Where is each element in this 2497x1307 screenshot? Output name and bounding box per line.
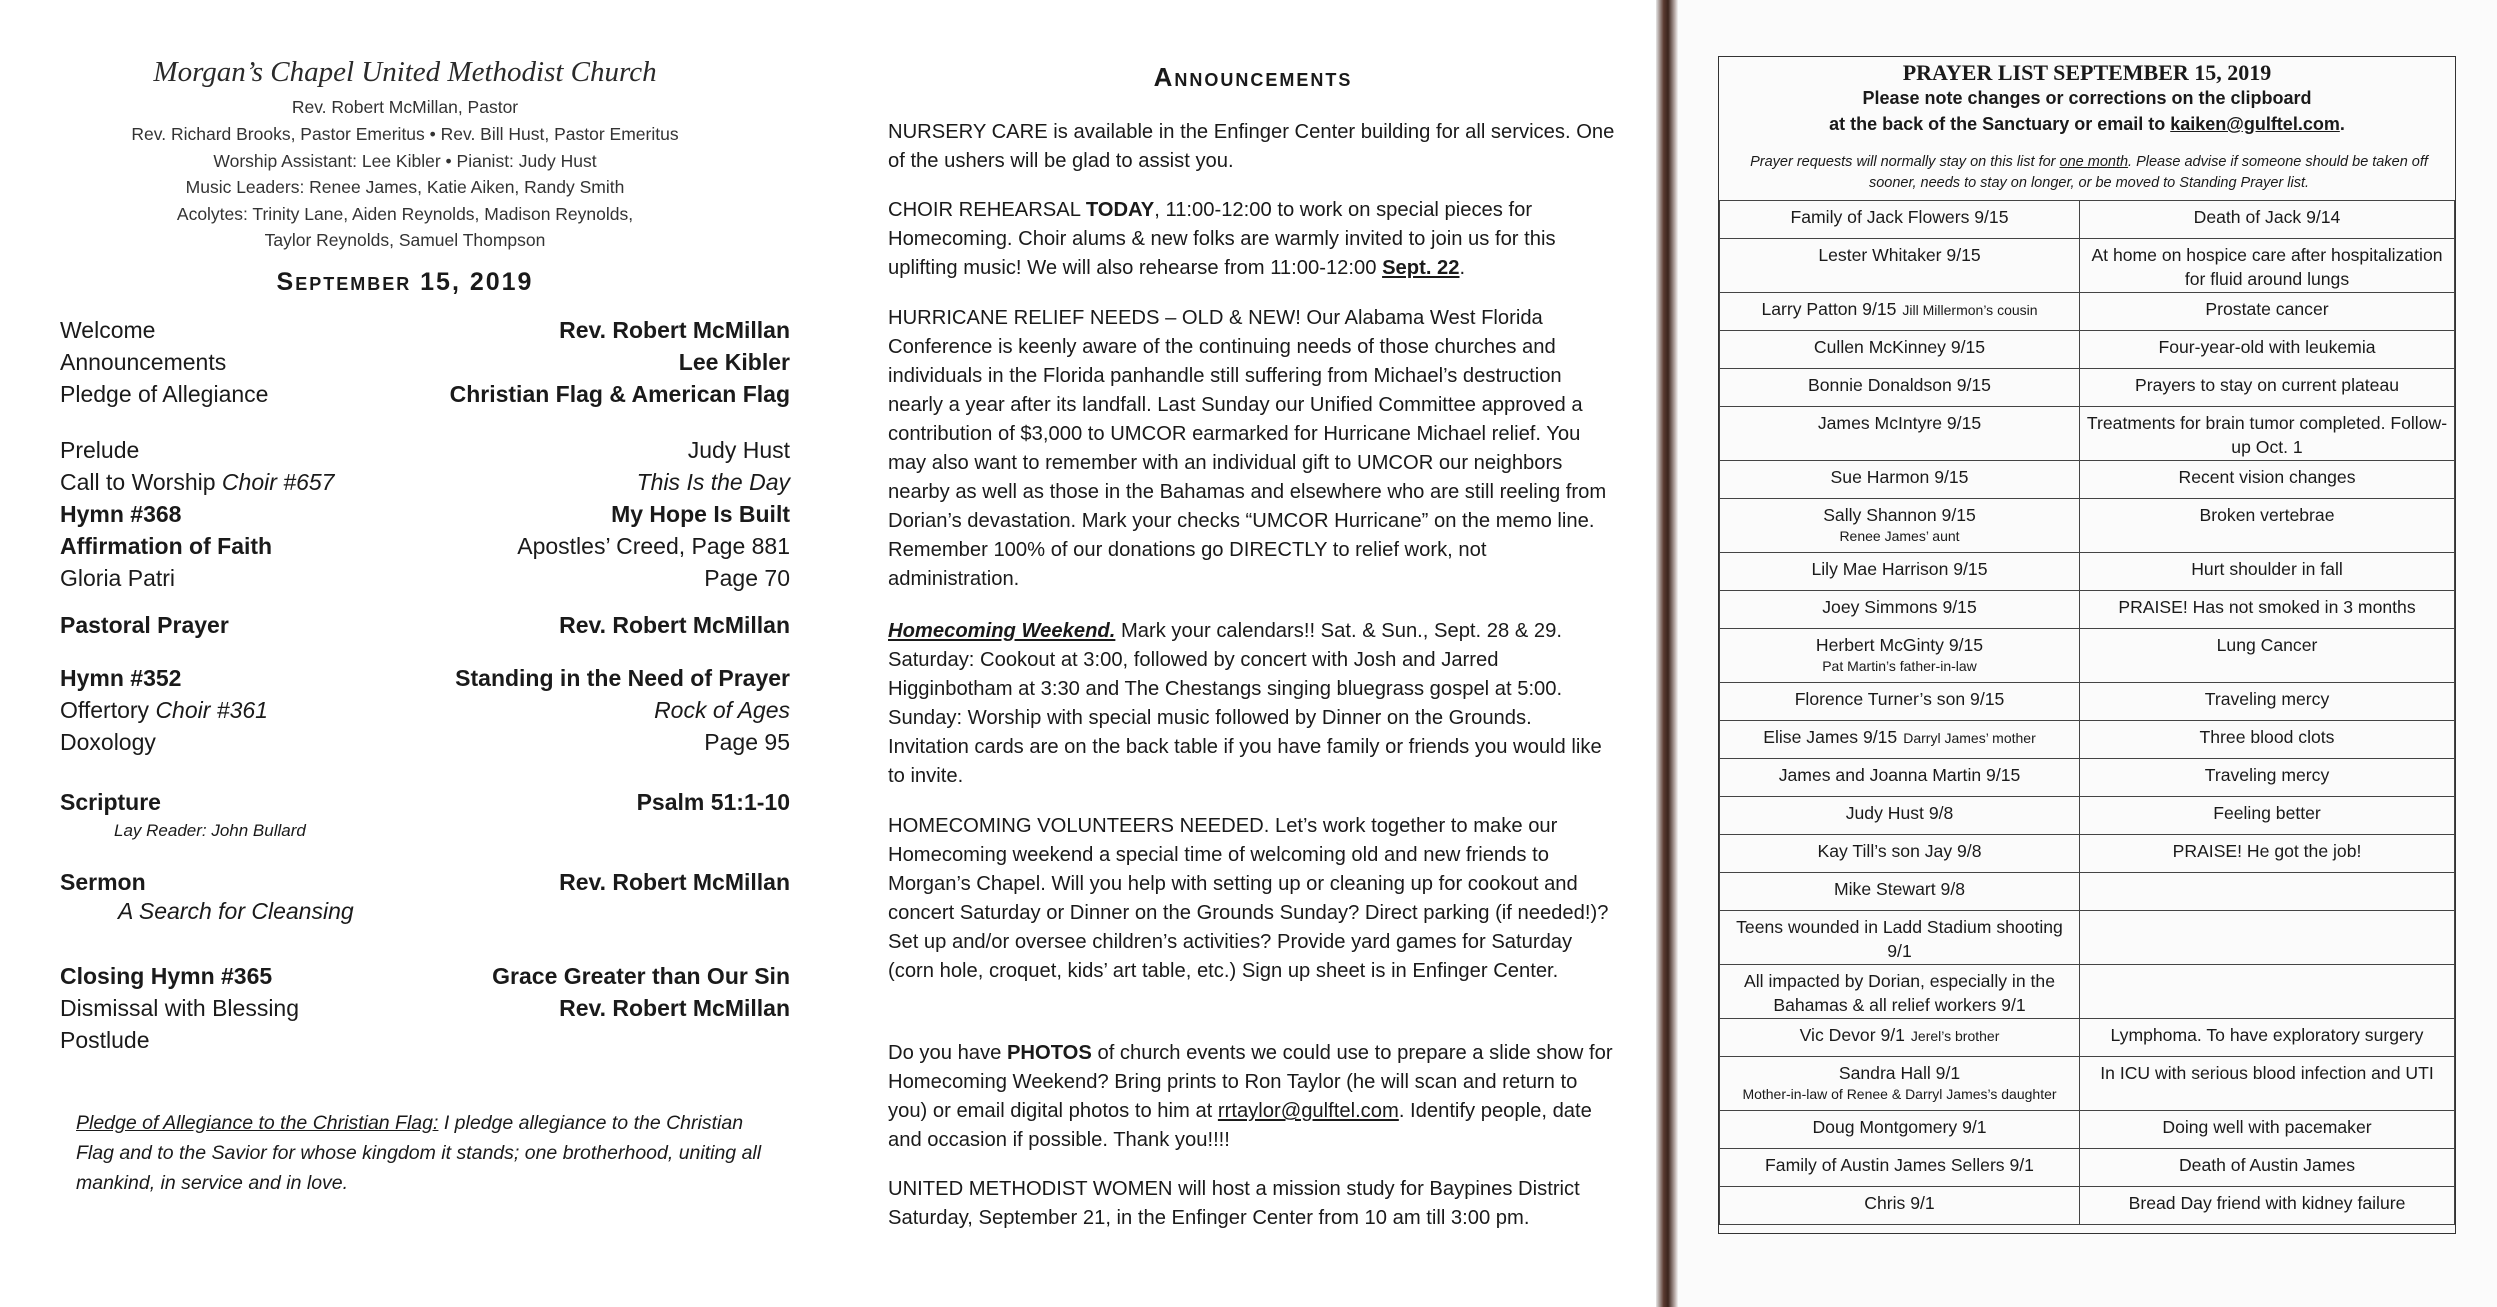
prayer-list-title: PRAYER LIST SEPTEMBER 15, 2019 <box>1902 60 2272 85</box>
table-row <box>1720 683 2455 721</box>
prayer-name: Family of Austin James Sellers 9/1 <box>1765 1155 2034 1175</box>
item-text: Call to Worship <box>60 469 216 495</box>
homecoming-text: Mark your calendars!! Sat. & Sun., Sept. 28 & 29. Saturday: Cookout at 3:00, followed by concert with Josh and Jarred Higginbotham at 3:30 and The Chestangs singing bluegrass gospel at 5:00. Sunday: Worship with special music followed by Dinner on the Grounds. Invitation cards are on the back table if you have family or friends you would like to invite. <box>888 620 1602 787</box>
service-item-leader: Judy Hust <box>687 437 790 463</box>
service-item-leader: Apostles’ Creed, Page 881 <box>517 533 790 559</box>
prayer-relation: Pat Martin’s father-in-law <box>1822 658 1977 674</box>
prayer-name: Lily Mae Harrison 9/15 <box>1811 559 1988 579</box>
prayer-name: Lester Whitaker 9/15 <box>1818 245 1981 265</box>
prayer-list-instructions: Please note changes or corrections on the clipboard <box>1862 88 2312 108</box>
table-row <box>1720 759 2455 797</box>
prayer-name-cell <box>1720 1111 2080 1149</box>
prayer-relation: Mother-in-law of Renee & Darryl James’s daughter <box>1742 1086 2057 1102</box>
page-fold <box>1656 0 1678 1307</box>
prayer-name: Herbert McGinty 9/15 <box>1815 635 1984 655</box>
service-item-leader: My Hope Is Built <box>611 501 790 527</box>
umw-announcement <box>888 1175 1618 1233</box>
table-row <box>1720 797 2455 835</box>
table-row <box>1720 553 2455 591</box>
acolytes-credit: Acolytes: Trinity Lane, Aiden Reynolds, Madison Reynolds, <box>176 204 634 224</box>
umw-text: UNITED METHODIST WOMEN will host a mission study for Baypines District Saturday, September 21, in the Enfinger Center from 10 am till 3:00 pm. <box>888 1178 1580 1229</box>
prayer-name-cell <box>1720 1057 2080 1111</box>
service-item-label: Hymn #368 <box>60 501 182 527</box>
prayer-name: Florence Turner’s son 9/15 <box>1794 689 2005 709</box>
prayer-request-cell: PRAISE! Has not smoked in 3 months <box>2080 591 2455 629</box>
prayer-name-cell <box>1720 965 2080 1019</box>
prayer-name-cell <box>1720 591 2080 629</box>
item-choir-ref: Choir #361 <box>155 697 268 723</box>
prayer-request-cell: Lymphoma. To have exploratory surgery <box>2080 1019 2455 1057</box>
service-item-label: Closing Hymn #365 <box>60 963 273 989</box>
homecoming-announcement <box>888 617 1618 791</box>
table-row <box>1720 407 2455 461</box>
table-row <box>1720 239 2455 293</box>
prayer-list-note <box>1734 152 2444 194</box>
prayer-request-cell: Broken vertebrae <box>2080 499 2455 553</box>
table-row <box>1720 591 2455 629</box>
prayer-request-cell: In ICU with serious blood infection and UTI <box>2080 1057 2455 1111</box>
prayer-email-link[interactable]: kaiken@gulftel.com <box>2170 114 2340 134</box>
prayer-name-cell <box>1720 683 2080 721</box>
email-text: at the back of the Sanctuary or email to <box>1829 114 2171 134</box>
choir-end: . <box>1459 257 1466 279</box>
prayer-relation: Renee James’ aunt <box>1839 528 1960 544</box>
homecoming-heading: Homecoming Weekend. <box>888 620 1116 642</box>
note-duration: one month <box>2059 154 2129 170</box>
service-item-leader: Rock of Ages <box>654 697 790 723</box>
volunteers-announcement <box>888 812 1618 986</box>
prayer-name: Larry Patton 9/15 <box>1761 299 1897 319</box>
service-item-label: Prelude <box>60 437 140 463</box>
prayer-name-cell <box>1720 293 2080 331</box>
prayer-request-cell: Three blood clots <box>2080 721 2455 759</box>
table-row <box>1720 331 2455 369</box>
prayer-name-cell <box>1720 911 2080 965</box>
table-row <box>1720 873 2455 911</box>
service-item-label: Welcome <box>60 317 156 343</box>
prayer-name: Elise James 9/15 <box>1763 727 1898 747</box>
choir-announcement <box>888 196 1618 283</box>
hurricane-text: HURRICANE RELIEF NEEDS – OLD & NEW! Our Alabama West Florida Conference is keenly aware of the continuing needs of those churches and individuals in the Florida panhandle still suffering from Michael’s destruction nearly a year after its landfall. Last Sunday our Unified Committee approved a contribution of $3,000 to UMCOR earmarked for Hurricane Michael relief. You may also want to remember with an individual gift to UMCOR our neighbors nearby as well as those in the Bahamas and elsewhere who are still reeling from Dorian’s devastation. Mark your checks “UMCOR Hurricane” on the memo line. Remember 100% of our donations go DIRECTLY to relief work, not administration. <box>888 307 1607 590</box>
music-leaders-credit: Music Leaders: Renee James, Katie Aiken, Randy Smith <box>185 177 625 197</box>
prayer-request-cell: Traveling mercy <box>2080 759 2455 797</box>
prayer-name: James and Joanna Martin 9/15 <box>1778 765 2021 785</box>
prayer-request-cell <box>2080 911 2455 965</box>
hurricane-announcement <box>888 304 1618 594</box>
note-text-cont: . Please advise if someone should be taken off sooner, needs to stay on longer, or be moved to Standing Prayer list. <box>1868 154 2428 191</box>
service-item-label: Hymn #352 <box>60 665 182 691</box>
photos-text-end: . Identify people, date and occasion if possible. Thank you!!!! <box>888 1100 1592 1151</box>
prayer-list-table <box>1719 200 2455 1225</box>
prayer-name-cell <box>1720 553 2080 591</box>
service-item-leader: Rev. Robert McMillan <box>559 869 790 895</box>
service-item-label: Pledge of Allegiance <box>60 381 269 407</box>
prayer-name-cell <box>1720 1187 2080 1225</box>
nursery-announcement <box>888 118 1618 176</box>
table-row <box>1720 201 2455 239</box>
table-row <box>1720 1187 2455 1225</box>
prayer-name: Bonnie Donaldson 9/15 <box>1808 375 1991 395</box>
prayer-request-cell: Feeling better <box>2080 797 2455 835</box>
table-row <box>1720 835 2455 873</box>
acolytes-credit-cont: Taylor Reynolds, Samuel Thompson <box>264 230 546 250</box>
prayer-name-cell <box>1720 1019 2080 1057</box>
prayer-name: Cullen McKinney 9/15 <box>1813 337 1986 357</box>
prayer-name: Judy Hust 9/8 <box>1845 803 1954 823</box>
prayer-name-cell <box>1720 331 2080 369</box>
prayer-request-cell: Four-year-old with leukemia <box>2080 331 2455 369</box>
prayer-request-cell: Prostate cancer <box>2080 293 2455 331</box>
prayer-name: Joey Simmons 9/15 <box>1822 597 1977 617</box>
order-of-worship-panel <box>0 0 850 1307</box>
service-item-leader: Page 70 <box>704 565 790 591</box>
prayer-name: Family of Jack Flowers 9/15 <box>1790 207 2009 227</box>
prayer-name-cell <box>1720 369 2080 407</box>
prayer-name-cell <box>1720 239 2080 293</box>
prayer-name-cell <box>1720 721 2080 759</box>
prayer-request-cell <box>2080 873 2455 911</box>
sermon-title: A Search for Cleansing <box>118 898 354 924</box>
table-row <box>1720 1057 2455 1111</box>
service-item-label: Dismissal with Blessing <box>60 995 300 1021</box>
service-item-label: Scripture <box>60 789 161 815</box>
prayer-request-cell: Prayers to stay on current plateau <box>2080 369 2455 407</box>
service-item-label <box>60 466 334 498</box>
prayer-name: Sue Harmon 9/15 <box>1830 467 1969 487</box>
table-row <box>1720 1149 2455 1187</box>
service-item-label: Pastoral Prayer <box>60 612 229 638</box>
prayer-name: Doug Montgomery 9/1 <box>1812 1117 1987 1137</box>
worship-assistant-credit: Worship Assistant: Lee Kibler • Pianist: Judy Hust <box>213 151 597 171</box>
prayer-name-cell <box>1720 499 2080 553</box>
table-row <box>1720 1111 2455 1149</box>
photos-announcement <box>888 1039 1618 1155</box>
pledge-heading: Pledge of Allegiance to the Christian Flag: <box>76 1112 439 1134</box>
table-row <box>1720 1019 2455 1057</box>
service-item-leader: Rev. Robert McMillan <box>559 612 790 638</box>
service-item-label: Affirmation of Faith <box>60 533 273 559</box>
table-row <box>1720 721 2455 759</box>
table-row <box>1720 965 2455 1019</box>
prayer-request-cell: Doing well with pacemaker <box>2080 1111 2455 1149</box>
prayer-name-cell <box>1720 201 2080 239</box>
prayer-name: Sandra Hall 9/1 <box>1838 1063 1961 1083</box>
prayer-list-email-line <box>1718 114 2456 135</box>
prayer-name: Sally Shannon 9/15 <box>1823 505 1976 525</box>
service-date: September 15, 2019 <box>276 268 534 296</box>
pastor-credit: Rev. Robert McMillan, Pastor <box>291 97 519 117</box>
photos-text-cont: of church events we could use to prepare a slide show for Homecoming Weekend? Bring prints to Ron Taylor (he will scan and return to you) or email digital photos to him at <box>888 1042 1613 1122</box>
prayer-name: Vic Devor 9/1 <box>1799 1025 1905 1045</box>
photos-email-link[interactable]: rrtaylor@gulftel.com <box>1217 1100 1399 1122</box>
photos-text: Do you have <box>888 1042 1007 1064</box>
table-row <box>1720 293 2455 331</box>
prayer-name: Mike Stewart 9/8 <box>1833 879 1966 899</box>
prayer-name-cell <box>1720 873 2080 911</box>
prayer-request-cell: Treatments for brain tumor completed. Follow-up Oct. 1 <box>2080 407 2455 461</box>
prayer-relation: Jill Millermon’s cousin <box>1902 302 2038 318</box>
choir-text-cont: , 11:00-12:00 to work on special pieces for Homecoming. Choir alums & new folks are warmly invited to join us for this uplifting music! We will also rehearse from 11:00-12:00 <box>888 199 1556 279</box>
service-item-leader: Page 95 <box>704 729 790 755</box>
prayer-name-cell <box>1720 629 2080 683</box>
service-item-label: Sermon <box>60 869 146 895</box>
service-item-leader: This Is the Day <box>636 469 790 495</box>
table-row <box>1720 499 2455 553</box>
prayer-name: Chris 9/1 <box>1864 1193 1935 1213</box>
announcements-panel <box>850 0 1656 1307</box>
service-item-label: Doxology <box>60 729 156 755</box>
email-text-end: . <box>2339 114 2345 134</box>
service-item-leader: Standing in the Need of Prayer <box>455 665 790 691</box>
prayer-name-cell <box>1720 461 2080 499</box>
prayer-request-cell: PRAISE! He got the job! <box>2080 835 2455 873</box>
prayer-request-cell: Traveling mercy <box>2080 683 2455 721</box>
pledge-text: I pledge allegiance to the Christian Flag and to the Savior for whose kingdom it stands; one brotherhood, uniting all mankind, in service and in love. <box>76 1112 762 1194</box>
prayer-name-cell <box>1720 835 2080 873</box>
choir-text: CHOIR REHEARSAL <box>888 199 1086 221</box>
service-item-label: Gloria Patri <box>60 565 176 591</box>
prayer-name-cell <box>1720 797 2080 835</box>
service-item-label: Announcements <box>60 349 227 375</box>
prayer-name: Kay Till’s son Jay 9/8 <box>1817 841 1982 861</box>
prayer-request-cell: Death of Austin James <box>2080 1149 2455 1187</box>
prayer-name: James McIntyre 9/15 <box>1817 413 1982 433</box>
photos-bold: PHOTOS <box>1006 1042 1092 1064</box>
item-text: Offertory <box>60 697 150 723</box>
church-name: Morgan’s Chapel United Methodist Church <box>153 56 657 88</box>
item-choir-ref: Choir #657 <box>221 469 335 495</box>
service-item-leader: Psalm 51:1-10 <box>636 789 790 815</box>
prayer-name: Teens wounded in Ladd Stadium shooting 9/1 <box>1736 917 2063 961</box>
service-item-label <box>60 694 268 726</box>
table-row <box>1720 629 2455 683</box>
lay-reader: Lay Reader: John Bullard <box>114 821 306 840</box>
service-item-leader: Rev. Robert McMillan <box>559 995 790 1021</box>
choir-date: Sept. 22 <box>1382 257 1460 279</box>
prayer-request-cell: Bread Day friend with kidney failure <box>2080 1187 2455 1225</box>
table-row <box>1720 911 2455 965</box>
service-item-leader: Christian Flag & American Flag <box>449 381 790 407</box>
service-item-leader: Rev. Robert McMillan <box>559 317 790 343</box>
christian-flag-pledge <box>76 1108 766 1198</box>
prayer-name: All impacted by Dorian, especially in the Bahamas & all relief workers 9/1 <box>1744 971 2055 1015</box>
table-row <box>1720 461 2455 499</box>
prayer-relation: Jerel’s brother <box>1910 1028 2000 1044</box>
service-item-leader: Grace Greater than Our Sin <box>492 963 790 989</box>
prayer-request-cell: Hurt shoulder in fall <box>2080 553 2455 591</box>
prayer-name-cell <box>1720 407 2080 461</box>
prayer-request-cell: Death of Jack 9/14 <box>2080 201 2455 239</box>
emeritus-credit: Rev. Richard Brooks, Pastor Emeritus • Rev. Bill Hust, Pastor Emeritus <box>131 124 679 144</box>
prayer-relation: Darryl James’ mother <box>1903 730 2036 746</box>
prayer-name-cell <box>1720 759 2080 797</box>
prayer-request-cell: At home on hospice care after hospitalization for fluid around lungs <box>2080 239 2455 293</box>
table-row <box>1720 369 2455 407</box>
note-text: Prayer requests will normally stay on this list for <box>1750 154 2060 170</box>
prayer-request-cell: Lung Cancer <box>2080 629 2455 683</box>
prayer-name-cell <box>1720 1149 2080 1187</box>
prayer-list-panel <box>1678 0 2497 1307</box>
nursery-text: NURSERY CARE is available in the Enfinger Center building for all services. One of the ushers will be glad to assist you. <box>888 121 1615 172</box>
service-item-label: Postlude <box>60 1027 150 1053</box>
prayer-request-cell: Recent vision changes <box>2080 461 2455 499</box>
volunteers-text: HOMECOMING VOLUNTEERS NEEDED. Let’s work together to make our Homecoming weekend a special time of welcoming old and new friends to Morgan’s Chapel. Will you help with setting up or cleaning up for cookout and concert Saturday or Dinner on the Grounds Sunday? Direct parking (if needed!)? Set up and/or oversee children’s activities? Provide yard games for Saturday (corn hole, croquet, kids’ art table, etc.) Sign up sheet is in Enfinger Center. <box>888 815 1609 982</box>
service-item-leader: Lee Kibler <box>678 349 790 375</box>
announcements-title: Announcements <box>1153 62 1353 92</box>
prayer-request-cell <box>2080 965 2455 1019</box>
choir-today: TODAY <box>1085 199 1155 221</box>
